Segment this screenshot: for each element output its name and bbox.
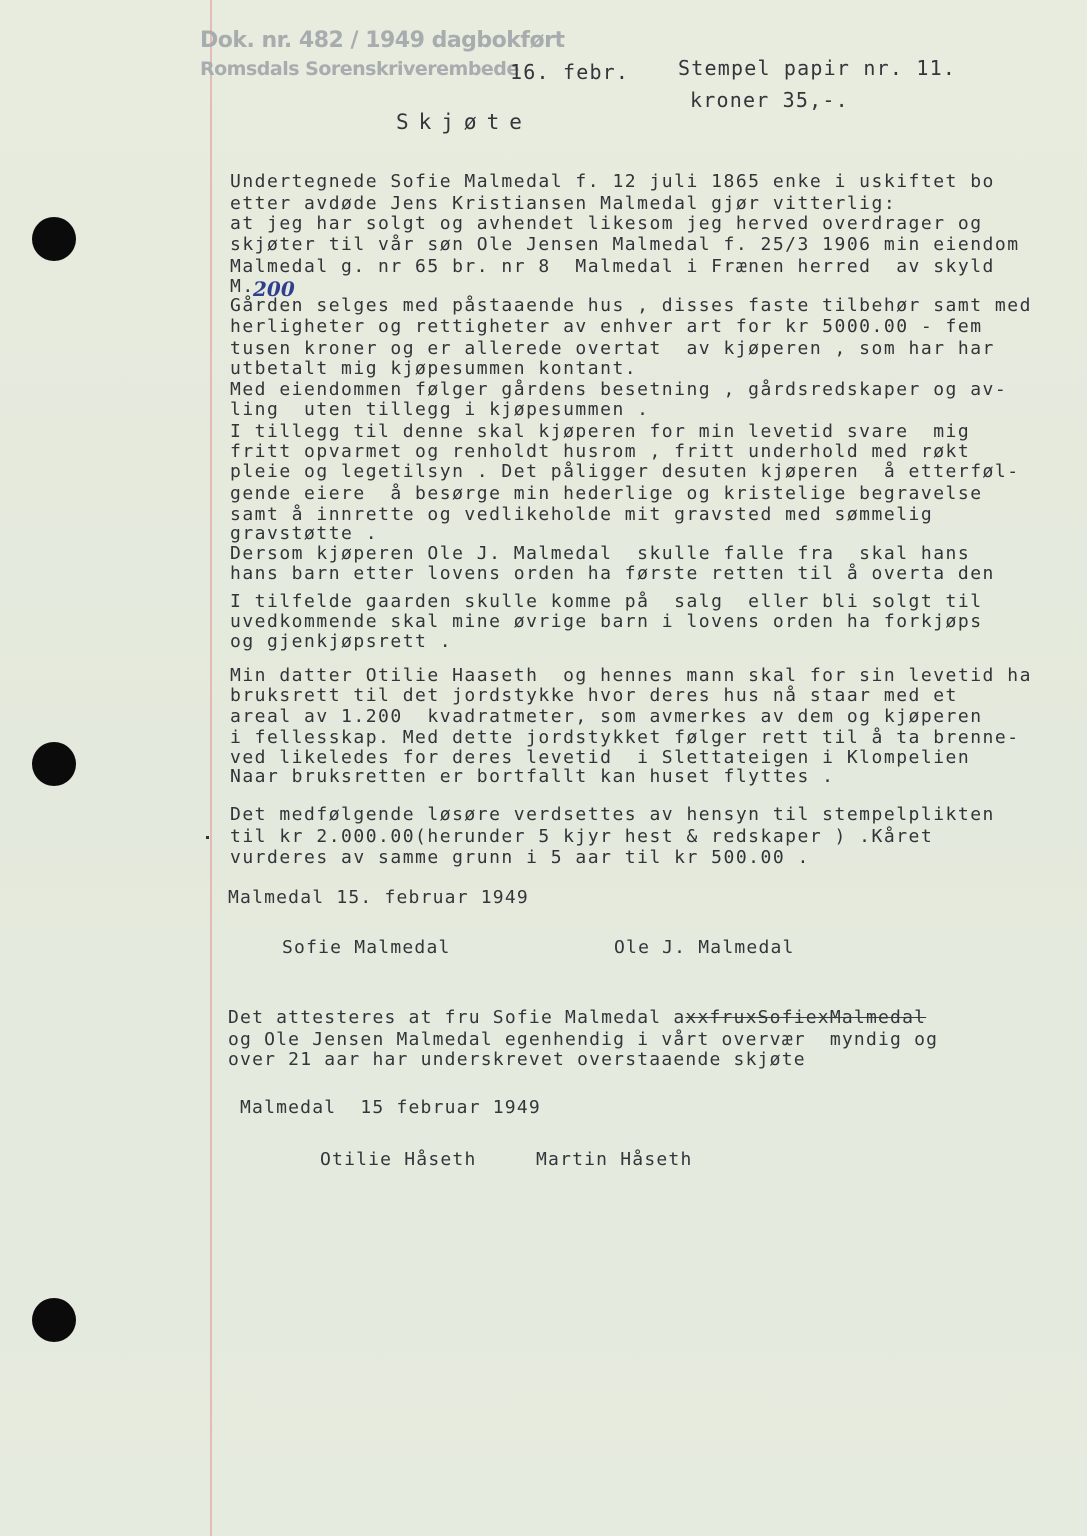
attest-line-3: over 21 aar har underskrevet overstaaende skjøte [228,1049,806,1070]
text-line: utbetalt mig kjøpesummen kontant. [230,358,638,379]
text-line: Med eiendommen følger gårdens besetning , gårdsredskaper og av- [230,379,1008,400]
punch-hole-bottom [32,1298,76,1342]
text-line: Det medfølgende løsøre verdsettes av hensyn til stempelplikten [230,804,995,825]
text-line: gende eiere å besørge min hederlige og kristelige begravelse [230,483,983,504]
text-line: tusen kroner og er allerede overtat av kjøperen , som har har [230,338,995,359]
stamp-paper-note: Stempel papir nr. 11. [678,56,957,80]
punch-hole-top [32,217,76,261]
attest-place-date: Malmedal 15 februar 1949 [240,1097,541,1118]
text-line: bruksrett til det jordstykke hvor deres hus nå staar med et [230,685,958,706]
text-line: uvedkommende skal mine øvrige barn i lovens orden ha forkjøps [230,611,983,632]
text-line: skjøter til vår søn Ole Jensen Malmedal f. 25/3 1906 min eiendom [230,234,1020,255]
text-line: Undertegnede Sofie Malmedal f. 12 juli 1865 enke i uskiftet bo [230,171,995,192]
text-line: M. [230,276,255,297]
stamp-amount: kroner 35,-. [690,88,849,112]
text-line: etter avdøde Jens Kristiansen Malmedal gjør vitterlig: [230,193,897,214]
attest-line-1 [228,1008,926,1028]
text-line: ved likeledes for deres levetid i Slettateigen i Klompelien [230,747,971,768]
header-date: 16. febr. [510,60,630,84]
witness-1: Otilie Håseth [320,1149,477,1170]
struck-out-text: xxfruxSofiexMalmedal [685,1007,927,1028]
text-line: areal av 1.200 kvadratmeter, som avmerkes av dem og kjøperen [230,706,983,727]
attest-line-2: og Ole Jensen Malmedal egenhendig i vårt overvær myndig og [228,1029,939,1050]
margin-line [210,0,212,1536]
text-line: pleie og legetilsyn . Det påligger desuten kjøperen å etterføl- [230,461,1020,482]
text-line: og gjenkjøpsrett . [230,631,453,652]
text-line: I tillegg til denne skal kjøperen for min levetid svare mig [230,421,971,442]
text-line: Naar bruksretten er bortfallt kan huset flyttes . [230,766,835,787]
stamp-line-2: Romsdals Sorenskriverembede [200,58,519,80]
document-title: Skjøte [396,110,532,134]
place-date: Malmedal 15. februar 1949 [228,887,529,908]
text-line: Gården selges med påstaaende hus , disses faste tilbehør samt med [230,295,1032,316]
text-line: herligheter og rettigheter av enhver art for kr 5000.00 - fem [230,316,983,337]
text-line: samt å innrette og vedlikeholde mit gravsted med sømmelig [230,504,934,525]
signature-seller: Sofie Malmedal [282,937,451,958]
stamp-line-1: Dok. nr. 482 / 1949 dagbokført [200,28,565,53]
witness-2: Martin Håseth [536,1149,693,1170]
text-line: fritt opvarmet og renholdt husrom , fritt underhold med røkt [230,441,971,462]
text-line: vurderes av samme grunn i 5 aar til kr 500.00 . [230,847,810,868]
text-line: at jeg har solgt og avhendet likesom jeg herved overdrager og [230,213,983,234]
handwritten-value: 200 [253,277,295,301]
text-line: til kr 2.000.00(herunder 5 kjyr hest & redskaper ) .Kåret [230,826,934,847]
text-line: hans barn etter lovens orden ha første retten til å overta den [230,563,995,584]
signature-buyer: Ole J. Malmedal [614,937,795,958]
text-line: I tilfelde gaarden skulle komme på salg eller bli solgt til [230,591,983,612]
punch-hole-middle [32,742,76,786]
text-line: Malmedal g. nr 65 br. nr 8 Malmedal i Frænen herred av skyld [230,256,995,277]
text-line: ling uten tillegg i kjøpesummen . [230,399,650,420]
text-line: gravstøtte . [230,523,379,544]
text-line: i fellesskap. Med dette jordstykket følger rett til å ta brenne- [230,727,1020,748]
text-line: Min datter Otilie Haaseth og hennes mann skal for sin levetid ha [230,665,1032,686]
attest-text: Det attesteres at fru Sofie Malmedal a [228,1007,686,1028]
text-line: Dersom kjøperen Ole J. Malmedal skulle falle fra skal hans [230,543,971,564]
margin-mark [206,836,209,839]
